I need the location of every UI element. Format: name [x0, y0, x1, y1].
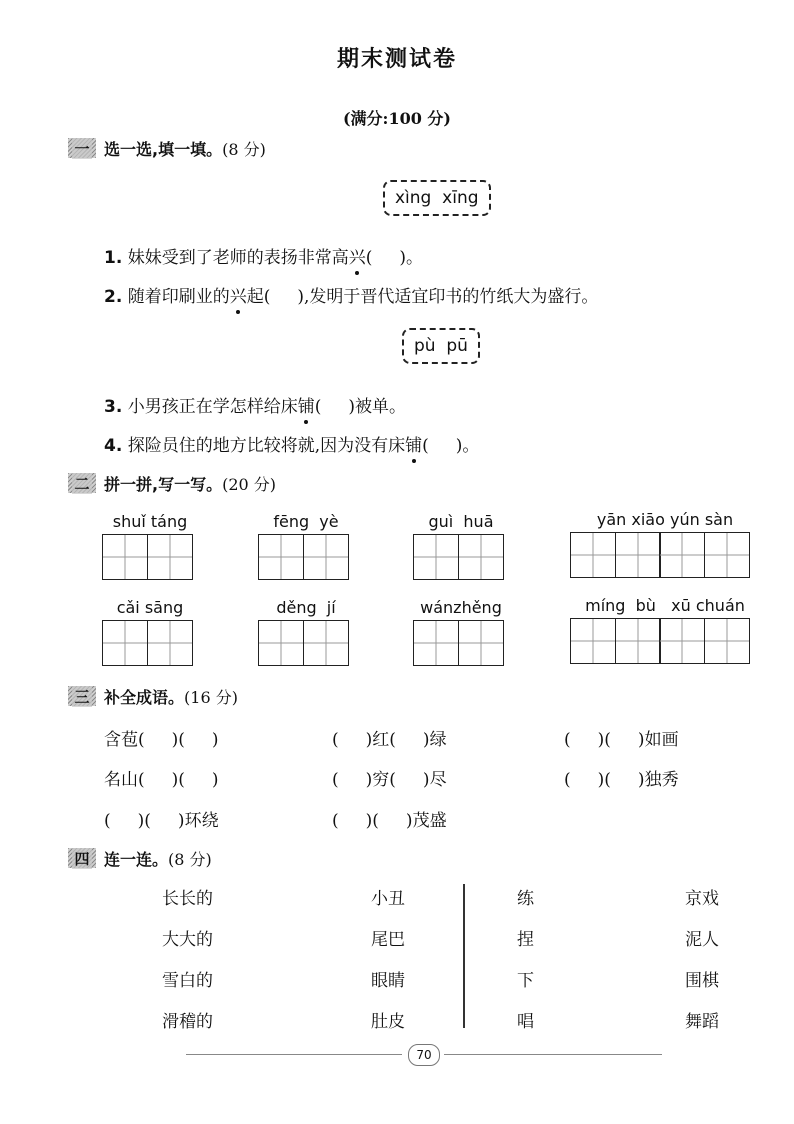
writing-grid[interactable] [570, 532, 750, 578]
section-score: (16 分) [184, 687, 238, 707]
dotted-character: 铺 [298, 392, 315, 417]
idiom-blank[interactable]: ( )穷( )尽 [332, 770, 447, 790]
writing-grid[interactable] [102, 620, 193, 666]
section-4-header [68, 846, 212, 870]
answer-blank[interactable]: ( )。 [365, 248, 423, 268]
idiom-blank[interactable]: ( )( )如画 [564, 730, 679, 750]
question-text: 探险员住的地方比较将就,因为没有床 [122, 436, 406, 456]
grid-cell[interactable] [413, 620, 459, 666]
grid-cell[interactable] [615, 532, 661, 578]
pinyin-label: yān xiāo yún sàn [596, 510, 734, 529]
writing-grid[interactable] [102, 534, 193, 580]
section-title: 拼一拼,写一写。 [104, 474, 223, 494]
question-text: 妹妹受到了老师的表扬非常高 [122, 248, 349, 268]
dotted-character: 铺 [405, 431, 422, 456]
grid-cell[interactable] [704, 618, 750, 664]
grid-cell[interactable] [102, 620, 148, 666]
match-item[interactable]: 雪白的 [162, 971, 213, 991]
match-item[interactable]: 大大的 [162, 930, 213, 950]
grid-cell[interactable] [659, 532, 705, 578]
pinyin-label: cǎi sāng [116, 598, 184, 617]
section-number-badge [68, 138, 96, 158]
section-number-badge [68, 848, 96, 868]
idiom-blank[interactable]: 名山( )( ) [104, 770, 219, 790]
writing-grid[interactable] [258, 620, 349, 666]
answer-blank[interactable]: 起( ),发明于晋代适宜印书的竹纸大为盛行。 [246, 287, 599, 307]
match-item[interactable]: 练 [517, 889, 534, 909]
section-title: 补全成语。 [104, 687, 185, 707]
section-2-header [68, 471, 276, 495]
match-item[interactable]: 长长的 [162, 889, 213, 909]
section-score: (8 分) [222, 139, 266, 159]
section-number: 二 [74, 474, 90, 493]
pinyin-label: guì huā [428, 512, 494, 531]
section-number-badge [68, 473, 96, 493]
match-item[interactable]: 滑稽的 [162, 1012, 213, 1032]
grid-cell[interactable] [303, 534, 349, 580]
question-number: 3. [104, 397, 123, 417]
question-number: 4. [104, 436, 123, 456]
grid-cell[interactable] [102, 534, 148, 580]
writing-grid[interactable] [413, 620, 504, 666]
pinyin-box: xìng xīng [383, 180, 491, 216]
match-item[interactable]: 眼睛 [371, 971, 405, 991]
writing-grid[interactable] [570, 618, 750, 664]
question-3 [104, 392, 406, 417]
grid-cell[interactable] [659, 618, 705, 664]
grid-cell[interactable] [303, 620, 349, 666]
writing-grid[interactable] [413, 534, 504, 580]
match-item[interactable]: 围棋 [685, 971, 719, 991]
match-item[interactable]: 小丑 [371, 889, 405, 909]
match-item[interactable]: 尾巴 [371, 930, 405, 950]
question-number: 1. [104, 248, 123, 268]
question-text: 小男孩正在学怎样给床 [122, 397, 298, 417]
pinyin-label: wánzhěng [420, 598, 502, 617]
pinyin-label: shuǐ táng [112, 512, 188, 531]
question-number: 2. [104, 287, 123, 307]
page-number: 70 [408, 1044, 440, 1066]
grid-cell[interactable] [458, 620, 504, 666]
question-4 [104, 431, 479, 456]
section-score: (20 分) [222, 474, 277, 494]
grid-cell[interactable] [570, 532, 616, 578]
footer-rule-left [186, 1054, 402, 1055]
grid-cell[interactable] [258, 620, 304, 666]
question-text: 随着印刷业的 [122, 287, 230, 307]
idiom-blank[interactable]: ( )( )独秀 [564, 770, 679, 790]
section-3-header [68, 684, 238, 708]
grid-cell[interactable] [413, 534, 459, 580]
pinyin-label: míng bù xū chuán [585, 596, 745, 615]
match-item[interactable]: 唱 [517, 1012, 534, 1032]
match-item[interactable]: 捏 [517, 930, 534, 950]
section-number: 四 [74, 849, 90, 868]
answer-blank[interactable]: ( )。 [422, 436, 480, 456]
page-title: 期末测试卷 [336, 47, 457, 72]
grid-cell[interactable] [704, 532, 750, 578]
grid-cell[interactable] [147, 534, 193, 580]
idiom-blank[interactable]: 含苞( )( ) [104, 730, 219, 750]
question-1 [104, 243, 423, 268]
section-title: 连一连。 [104, 849, 169, 869]
grid-cell[interactable] [458, 534, 504, 580]
section-number-badge [68, 686, 96, 706]
match-item[interactable]: 京戏 [685, 889, 719, 909]
section-title: 选一选,填一填。 [104, 139, 223, 159]
dotted-character: 兴 [349, 243, 366, 268]
answer-blank[interactable]: ( )被单。 [314, 397, 406, 417]
match-item[interactable]: 下 [517, 971, 534, 991]
match-item[interactable]: 肚皮 [371, 1012, 405, 1032]
section-score: (8 分) [168, 849, 212, 869]
total-score: (满分:100 分) [342, 109, 452, 128]
idiom-blank[interactable]: ( )( )茂盛 [332, 811, 447, 831]
writing-grid[interactable] [258, 534, 349, 580]
grid-cell[interactable] [615, 618, 661, 664]
grid-cell[interactable] [258, 534, 304, 580]
pinyin-label: děng jí [276, 598, 336, 617]
grid-cell[interactable] [147, 620, 193, 666]
pinyin-box: pù pū [402, 328, 480, 364]
section-1-header [68, 136, 266, 160]
section-number: 一 [74, 139, 90, 158]
section-number: 三 [74, 687, 90, 706]
idiom-blank[interactable]: ( )红( )绿 [332, 730, 447, 750]
match-item[interactable]: 舞蹈 [685, 1012, 719, 1032]
idiom-blank[interactable]: ( )( )环绕 [104, 811, 219, 831]
column-divider [463, 884, 465, 1028]
footer-rule-right [444, 1054, 662, 1055]
dotted-character: 兴 [230, 282, 247, 307]
match-item[interactable]: 泥人 [685, 930, 719, 950]
grid-cell[interactable] [570, 618, 616, 664]
question-2 [104, 282, 598, 307]
pinyin-label: fēng yè [273, 512, 339, 531]
